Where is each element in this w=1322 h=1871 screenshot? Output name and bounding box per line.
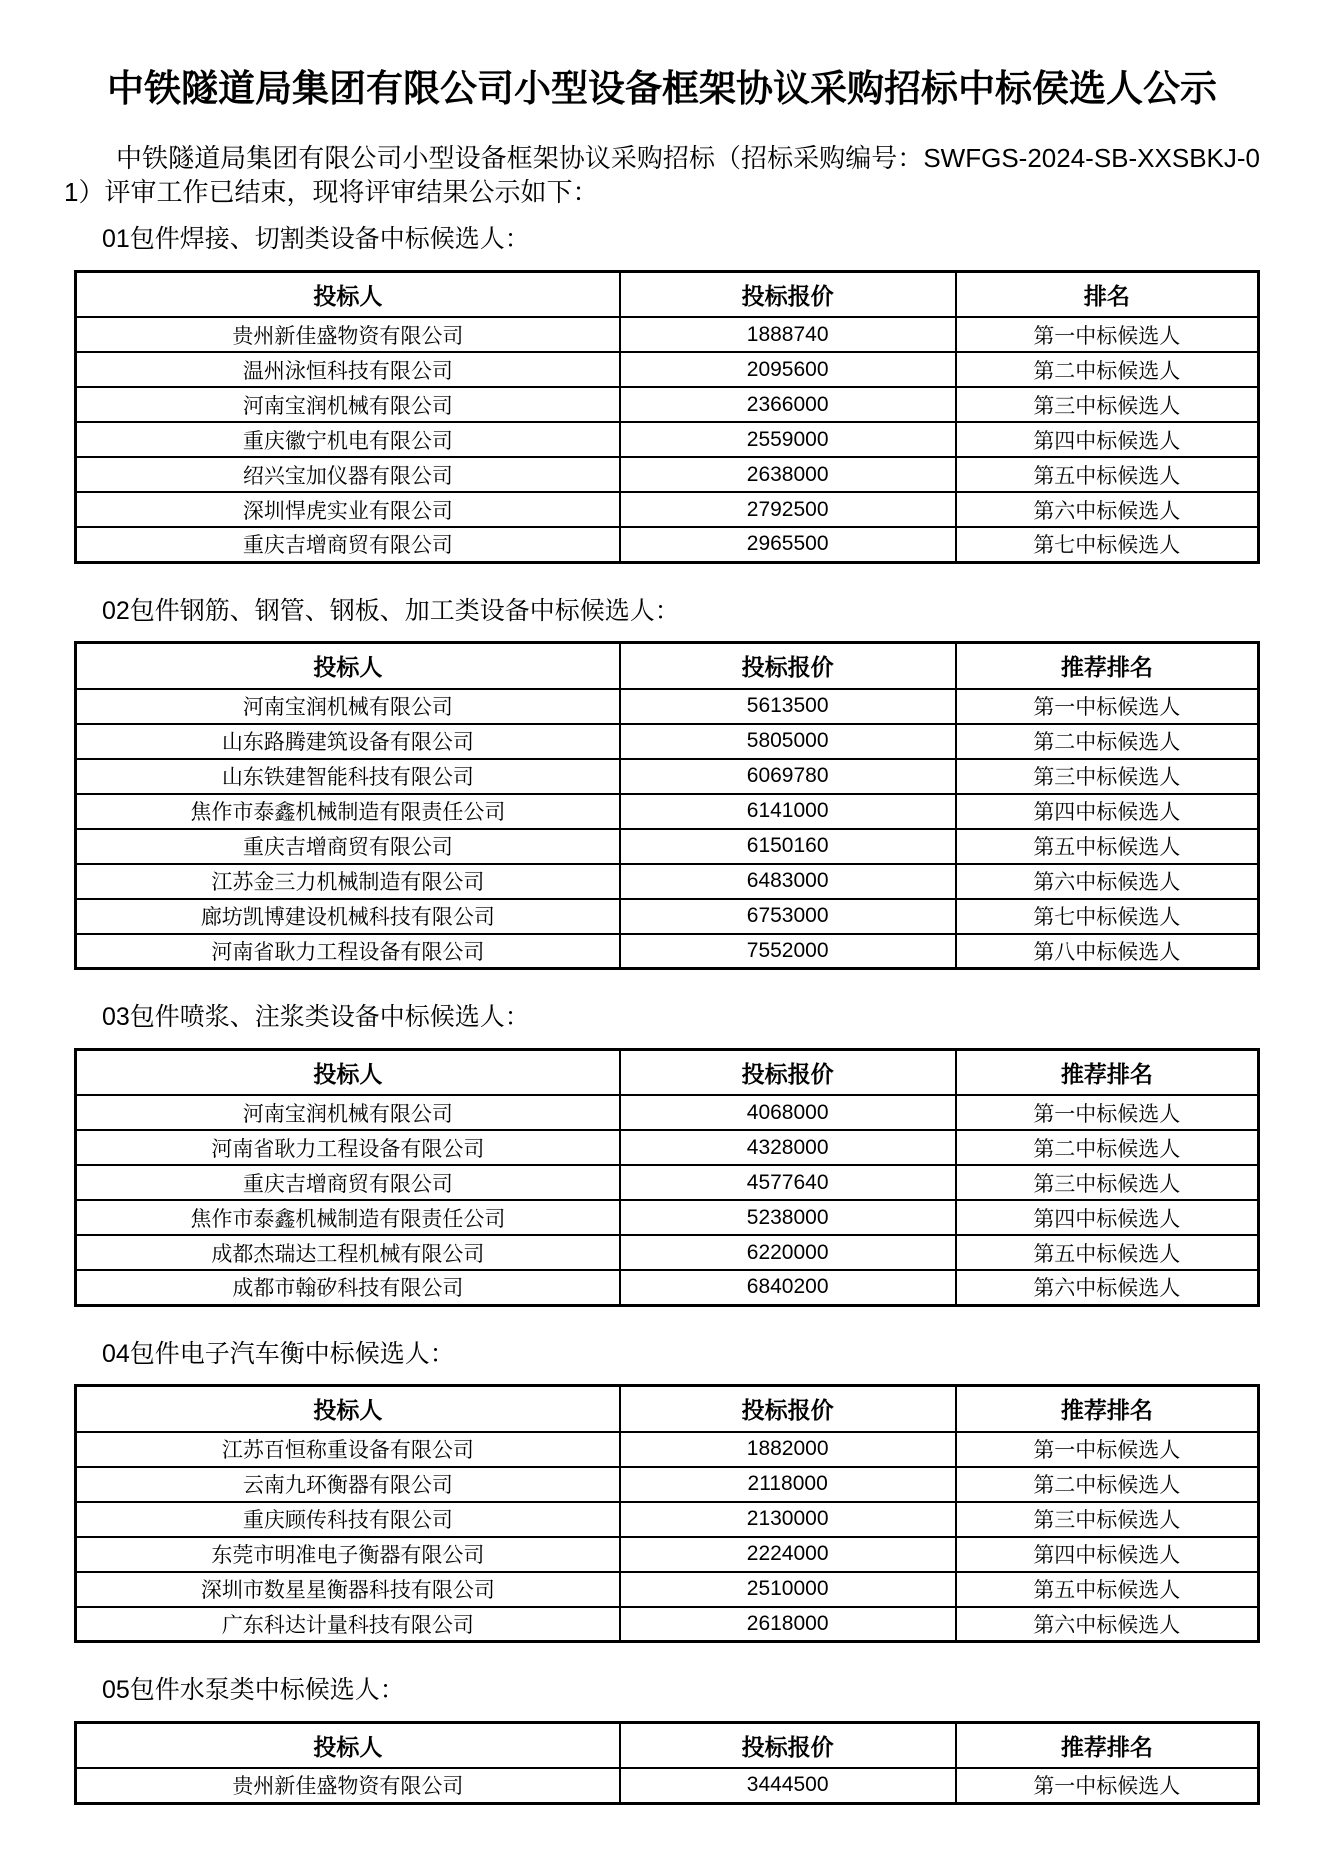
- bid-price-cell: 2224000: [620, 1537, 956, 1572]
- table-row: [76, 387, 1259, 422]
- rank-cell: 第七中标候选人: [956, 899, 1259, 934]
- bid-table: [74, 1384, 1260, 1643]
- column-header: 投标人: [76, 271, 620, 317]
- table-row: [76, 1537, 1259, 1572]
- intro-paragraph: 中铁隧道局集团有限公司小型设备框架协议采购招标（招标采购编号：SWFGS-2024-SB-XXSBKJ-01）评审工作已结束，现将评审结果公示如下：: [64, 142, 1260, 207]
- bid-price-cell: 4068000: [620, 1095, 956, 1130]
- table-row: [76, 1572, 1259, 1607]
- table-row: [76, 1432, 1259, 1467]
- bid-price-cell: 5805000: [620, 724, 956, 759]
- table-row: [76, 759, 1259, 794]
- section-heading: 05包件水泵类中标候选人：: [102, 1676, 405, 1705]
- bid-price-cell: 6220000: [620, 1235, 956, 1270]
- table-row: [76, 422, 1259, 457]
- table-header-row: [76, 643, 1259, 689]
- package-section: [64, 226, 1260, 564]
- column-header: 投标人: [76, 1386, 620, 1432]
- column-header: 投标报价: [620, 1386, 956, 1432]
- rank-cell: 第三中标候选人: [956, 387, 1259, 422]
- rank-cell: 第六中标候选人: [956, 1607, 1259, 1642]
- rank-cell: 第五中标候选人: [956, 829, 1259, 864]
- column-header: 投标报价: [620, 1049, 956, 1095]
- bidder-name-cell: 山东铁建智能科技有限公司: [76, 759, 620, 794]
- table-row: [76, 457, 1259, 492]
- bid-table: [74, 1721, 1260, 1805]
- page-title: 中铁隧道局集团有限公司小型设备框架协议采购招标中标侯选人公示: [107, 68, 1217, 109]
- bidder-name-cell: 河南宝润机械有限公司: [76, 1095, 620, 1130]
- rank-cell: 第三中标候选人: [956, 1502, 1259, 1537]
- bid-table: [74, 270, 1260, 564]
- table-row: [76, 317, 1259, 352]
- column-header: 投标人: [76, 1722, 620, 1768]
- column-header: 推荐排名: [956, 1049, 1259, 1095]
- column-header: 推荐排名: [956, 1386, 1259, 1432]
- section-heading: 02包件钢筋、钢管、钢板、加工类设备中标候选人：: [102, 596, 680, 625]
- sections-container: [64, 226, 1260, 1805]
- bidder-name-cell: 河南省耿力工程设备有限公司: [76, 1130, 620, 1165]
- bidder-name-cell: 温州泳恒科技有限公司: [76, 352, 620, 387]
- bid-price-cell: 2095600: [620, 352, 956, 387]
- table-row: [76, 492, 1259, 527]
- bidder-name-cell: 廊坊凯博建设机械科技有限公司: [76, 899, 620, 934]
- bid-price-cell: 5238000: [620, 1200, 956, 1235]
- rank-cell: 第一中标候选人: [956, 1432, 1259, 1467]
- column-header: 投标人: [76, 643, 620, 689]
- column-header: 投标报价: [620, 271, 956, 317]
- bid-price-cell: 5613500: [620, 689, 956, 724]
- column-header: 排名: [956, 271, 1259, 317]
- bid-price-cell: 2366000: [620, 387, 956, 422]
- table-row: [76, 352, 1259, 387]
- bidder-name-cell: 焦作市泰鑫机械制造有限责任公司: [76, 1200, 620, 1235]
- rank-cell: 第一中标候选人: [956, 1768, 1259, 1803]
- bid-price-cell: 6069780: [620, 759, 956, 794]
- bidder-name-cell: 河南宝润机械有限公司: [76, 689, 620, 724]
- rank-cell: 第二中标候选人: [956, 1130, 1259, 1165]
- bidder-name-cell: 成都杰瑞达工程机械有限公司: [76, 1235, 620, 1270]
- rank-cell: 第三中标候选人: [956, 759, 1259, 794]
- column-header: 投标人: [76, 1049, 620, 1095]
- rank-cell: 第二中标候选人: [956, 352, 1259, 387]
- table-header-row: [76, 1049, 1259, 1095]
- bid-price-cell: 2559000: [620, 422, 956, 457]
- bidder-name-cell: 深圳悍虎实业有限公司: [76, 492, 620, 527]
- bidder-name-cell: 东莞市明准电子衡器有限公司: [76, 1537, 620, 1572]
- column-header: 投标报价: [620, 643, 956, 689]
- column-header: 推荐排名: [956, 1722, 1259, 1768]
- rank-cell: 第六中标候选人: [956, 492, 1259, 527]
- bidder-name-cell: 河南宝润机械有限公司: [76, 387, 620, 422]
- table-row: [76, 1095, 1259, 1130]
- bidder-name-cell: 广东科达计量科技有限公司: [76, 1607, 620, 1642]
- table-row: [76, 689, 1259, 724]
- rank-cell: 第一中标候选人: [956, 317, 1259, 352]
- bid-price-cell: 6483000: [620, 864, 956, 899]
- bid-price-cell: 2118000: [620, 1467, 956, 1502]
- bidder-name-cell: 山东路腾建筑设备有限公司: [76, 724, 620, 759]
- bid-price-cell: 2130000: [620, 1502, 956, 1537]
- bidder-name-cell: 贵州新佳盛物资有限公司: [76, 317, 620, 352]
- bid-price-cell: 2510000: [620, 1572, 956, 1607]
- bidder-name-cell: 江苏金三力机械制造有限公司: [76, 864, 620, 899]
- rank-cell: 第七中标候选人: [956, 527, 1259, 562]
- rank-cell: 第六中标候选人: [956, 1270, 1259, 1305]
- rank-cell: 第五中标候选人: [956, 457, 1259, 492]
- rank-cell: 第四中标候选人: [956, 1537, 1259, 1572]
- bidder-name-cell: 绍兴宝加仪器有限公司: [76, 457, 620, 492]
- table-header-row: [76, 1722, 1259, 1768]
- rank-cell: 第四中标候选人: [956, 1200, 1259, 1235]
- section-heading: 01包件焊接、切割类设备中标候选人：: [102, 225, 530, 254]
- bidder-name-cell: 重庆顾传科技有限公司: [76, 1502, 620, 1537]
- bid-table: [74, 641, 1260, 970]
- table-row: [76, 1130, 1259, 1165]
- table-row: [76, 1235, 1259, 1270]
- table-header-row: [76, 1386, 1259, 1432]
- rank-cell: 第三中标候选人: [956, 1165, 1259, 1200]
- rank-cell: 第二中标候选人: [956, 724, 1259, 759]
- bid-table: [74, 1048, 1260, 1307]
- column-header: 推荐排名: [956, 643, 1259, 689]
- bidder-name-cell: 河南省耿力工程设备有限公司: [76, 934, 620, 969]
- table-row: [76, 527, 1259, 562]
- table-row: [76, 899, 1259, 934]
- table-row: [76, 1467, 1259, 1502]
- bid-price-cell: 4328000: [620, 1130, 956, 1165]
- table-row: [76, 1270, 1259, 1305]
- table-row: [76, 1607, 1259, 1642]
- rank-cell: 第五中标候选人: [956, 1235, 1259, 1270]
- section-heading: 04包件电子汽车衡中标候选人：: [102, 1339, 455, 1368]
- table-row: [76, 934, 1259, 969]
- rank-cell: 第五中标候选人: [956, 1572, 1259, 1607]
- bidder-name-cell: 重庆吉增商贸有限公司: [76, 829, 620, 864]
- bidder-name-cell: 深圳市数星星衡器科技有限公司: [76, 1572, 620, 1607]
- bid-price-cell: 2965500: [620, 527, 956, 562]
- package-section: [64, 1677, 1260, 1805]
- rank-cell: 第八中标候选人: [956, 934, 1259, 969]
- rank-cell: 第一中标候选人: [956, 689, 1259, 724]
- bid-price-cell: 7552000: [620, 934, 956, 969]
- bidder-name-cell: 云南九环衡器有限公司: [76, 1467, 620, 1502]
- bid-price-cell: 1882000: [620, 1432, 956, 1467]
- table-row: [76, 1165, 1259, 1200]
- bid-price-cell: 6150160: [620, 829, 956, 864]
- table-header-row: [76, 271, 1259, 317]
- table-row: [76, 1200, 1259, 1235]
- table-row: [76, 724, 1259, 759]
- bidder-name-cell: 成都市翰矽科技有限公司: [76, 1270, 620, 1305]
- section-heading: 03包件喷浆、注浆类设备中标候选人：: [102, 1003, 530, 1032]
- bidder-name-cell: 重庆吉增商贸有限公司: [76, 1165, 620, 1200]
- package-section: [64, 1341, 1260, 1644]
- table-row: [76, 794, 1259, 829]
- table-row: [76, 864, 1259, 899]
- bidder-name-cell: 贵州新佳盛物资有限公司: [76, 1768, 620, 1803]
- bid-price-cell: 2618000: [620, 1607, 956, 1642]
- rank-cell: 第四中标候选人: [956, 794, 1259, 829]
- bid-price-cell: 3444500: [620, 1768, 956, 1803]
- table-row: [76, 1502, 1259, 1537]
- bidder-name-cell: 重庆吉增商贸有限公司: [76, 527, 620, 562]
- table-row: [76, 1768, 1259, 1803]
- bidder-name-cell: 江苏百恒称重设备有限公司: [76, 1432, 620, 1467]
- bid-price-cell: 6753000: [620, 899, 956, 934]
- package-section: [64, 598, 1260, 971]
- rank-cell: 第二中标候选人: [956, 1467, 1259, 1502]
- bid-price-cell: 6141000: [620, 794, 956, 829]
- bid-price-cell: 2792500: [620, 492, 956, 527]
- column-header: 投标报价: [620, 1722, 956, 1768]
- bid-price-cell: 1888740: [620, 317, 956, 352]
- table-row: [76, 829, 1259, 864]
- bid-price-cell: 6840200: [620, 1270, 956, 1305]
- package-section: [64, 1004, 1260, 1307]
- bidder-name-cell: 焦作市泰鑫机械制造有限责任公司: [76, 794, 620, 829]
- rank-cell: 第四中标候选人: [956, 422, 1259, 457]
- bid-price-cell: 2638000: [620, 457, 956, 492]
- rank-cell: 第六中标候选人: [956, 864, 1259, 899]
- rank-cell: 第一中标候选人: [956, 1095, 1259, 1130]
- bidder-name-cell: 重庆徽宁机电有限公司: [76, 422, 620, 457]
- bid-price-cell: 4577640: [620, 1165, 956, 1200]
